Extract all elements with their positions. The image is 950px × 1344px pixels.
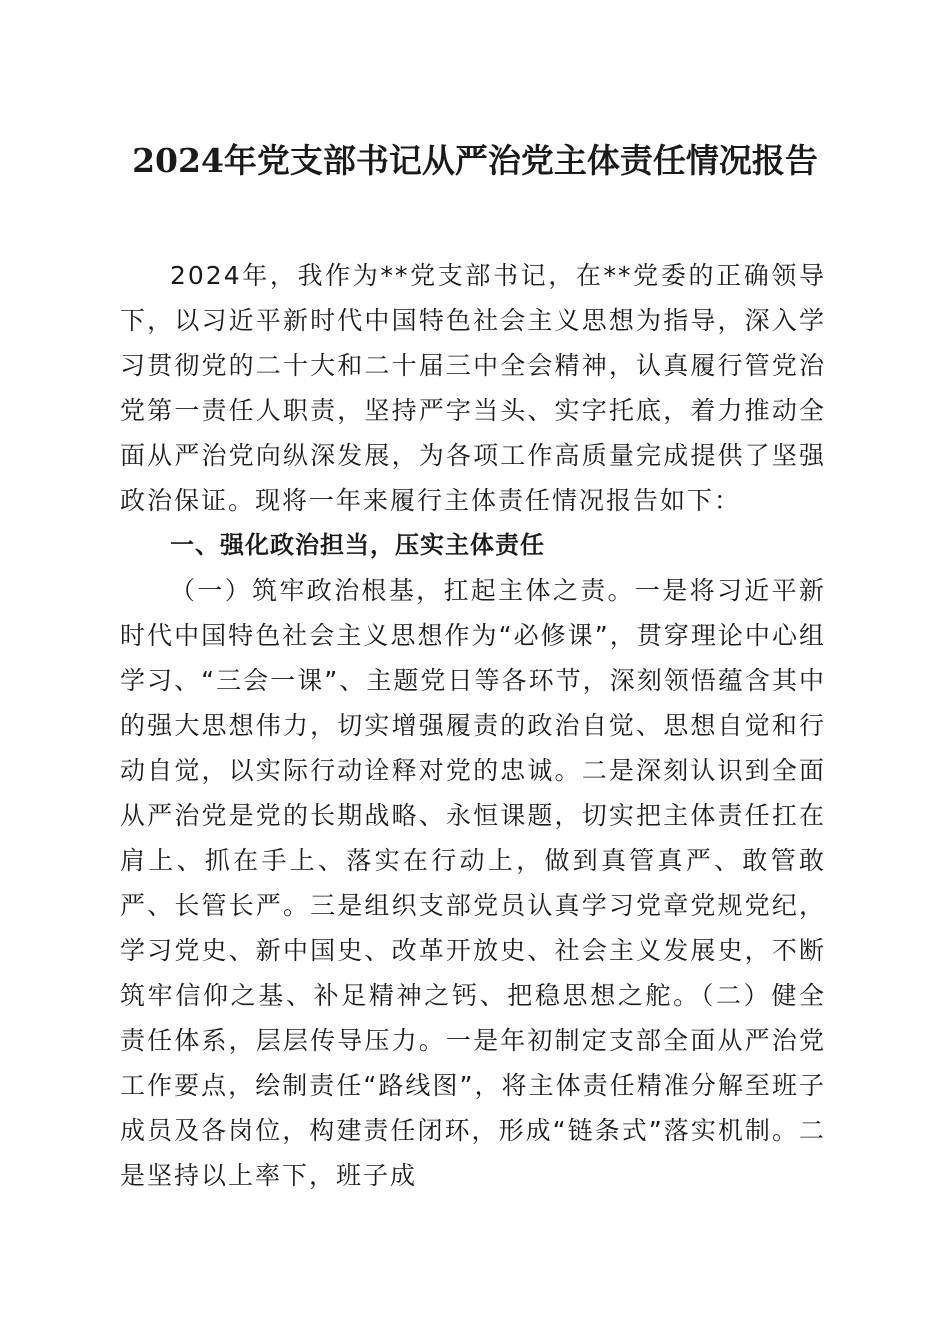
intro-paragraph: 2024年，我作为**党支部书记，在**党委的正确领导下，以习近平新时代中国特色社会主义思想为指导，深入学习贯彻党的二十大和二十届三中全会精神，认真履行管党治党第一责任人职责，坚持严字当头、实字托底，着力推动全面从严治党向纵深发展，为各项工作高质量完成提供了坚强政治保证。现将一年来履行主体责任情况报告如下： [120,261,826,515]
subsection-body-2: 一是年初制定支部全面从严治党工作要点，绘制责任“路线图”，将主体责任精准分解至班子成员及各岗位，构建责任闭环，形成“链条式”落实机制。二是坚持以上率下，班子成 [120,1026,826,1190]
document-title: 2024年党支部书记从严治党主体责任情况报告 [132,141,818,180]
section-heading-1: 一、强化政治担当，压实主体责任 [170,531,545,559]
subsection-body-1: 一是将习近平新时代中国特色社会主义思想作为“必修课”，贯穿理论中心组学习、“三会一课”、主题党日等各环节，深刻领悟蕴含其中的强大思想伟力，切实增强履责的政治自觉、思想自觉和行动自觉，以实际行动诠释对党的忠诚。二是深刻认识到全面从严治党是党的长期战略、永恒课题，切实把主体责任扛在肩上、抓在手上、落实在行动上，做到真管真严、敢管敢严、长管长严。三是组织支部党员认真学习党章党规党纪，学习党史、新中国史、改革开放史、社会主义发展史，不断筑牢信仰之基、补足精神之钙、把稳思想之舵。 [120,576,826,1010]
subsection-title-1: （一）筑牢政治根基，扛起主体之责。 [170,576,635,605]
subsection-title-2: （二）健全责任体系，层层传导压力。 [120,981,826,1055]
document-body [120,253,826,1198]
section-1-paragraph [120,568,826,1198]
